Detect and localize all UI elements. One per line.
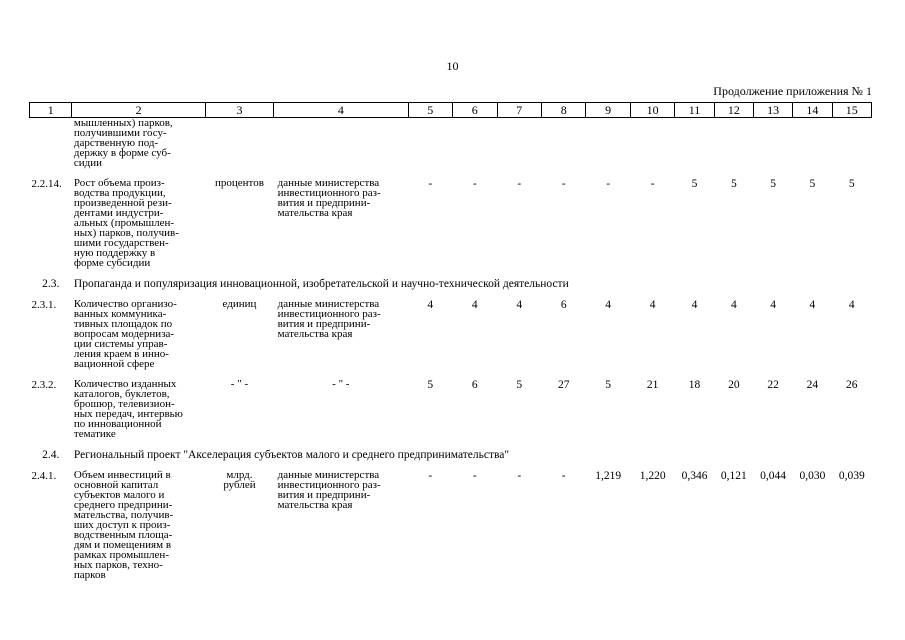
- data-source: [274, 118, 408, 169]
- table-row: [30, 178, 872, 268]
- value-cell: 5: [730, 178, 737, 190]
- value-cell: 6: [560, 299, 567, 311]
- column-header: 9: [586, 103, 630, 118]
- value-cell: -: [606, 178, 611, 190]
- value-cell: 24: [806, 379, 819, 391]
- column-header: 13: [753, 103, 792, 118]
- value-cell: 18: [688, 379, 701, 391]
- indicator-name: Количество изданных каталогов, буклетов, брошюр, телевизион- ных передач, интервью по инновационной тематике: [73, 378, 183, 440]
- row-number: 2.4.1.: [31, 470, 57, 482]
- value-cell: 0,121: [720, 470, 747, 482]
- unit: [205, 118, 273, 169]
- indicator-name: Объем инвестиций в основной капитал субъектов малого и среднего предприни- мательства, получив- ших доступ к произ- водственным площа- дям и помещениям в рамках промышлен- ных парков, техно- парков: [73, 469, 174, 581]
- column-header: 4: [274, 103, 408, 118]
- value-cell: 1,219: [595, 470, 622, 482]
- section-number: 2.3.: [42, 278, 60, 290]
- value-cell: 20: [728, 379, 740, 391]
- column-header: 15: [832, 103, 871, 118]
- value-cell: 4: [605, 299, 612, 311]
- data-source: данные министерства инвестиционного раз- вития и предприни- мательства края: [277, 298, 381, 340]
- section-number: 2.4.: [42, 449, 60, 461]
- column-header: 11: [675, 103, 714, 118]
- column-header: 12: [714, 103, 753, 118]
- value-cell: -: [561, 178, 566, 190]
- value-cell: 4: [848, 299, 855, 311]
- value-cell: -: [650, 178, 655, 190]
- value-cell: 6: [471, 379, 478, 391]
- value-cell: 26: [846, 379, 858, 391]
- column-header: 3: [205, 103, 273, 118]
- value-cell: [541, 118, 585, 169]
- value-cell: 4: [770, 299, 776, 311]
- indicators-table: [29, 102, 872, 580]
- column-header: 1: [30, 103, 72, 118]
- row-number: 2.3.1.: [31, 299, 57, 311]
- value-cell: 4: [691, 299, 698, 311]
- data-source: - " -: [332, 378, 350, 390]
- value-cell: -: [472, 178, 477, 190]
- value-cell: [586, 118, 630, 169]
- row-number: [30, 118, 72, 169]
- value-cell: [714, 118, 753, 169]
- indicator-name: мышленных) парков, получившими госу- дарственную под- держку в форме суб- сидии: [73, 117, 173, 169]
- table-row: [30, 299, 872, 369]
- value-cell: 1,220: [639, 470, 666, 482]
- table-row: [30, 118, 872, 169]
- value-cell: -: [517, 178, 522, 190]
- indicator-name: Рост объема произ- водства продукции, произведенной рези- дентами индустри- альных (промышлен- ных) парков, получив- шими государствен- ную поддержку в форме субсидии: [73, 177, 179, 269]
- table-row: [30, 379, 872, 439]
- value-cell: 27: [557, 379, 570, 391]
- section-row: [30, 278, 872, 289]
- value-cell: 0,346: [681, 470, 708, 482]
- column-header: 14: [793, 103, 832, 118]
- column-number-header-row: [30, 103, 872, 118]
- unit: единиц: [222, 298, 257, 310]
- value-cell: 0,039: [838, 470, 865, 482]
- data-source: данные министерства инвестиционного раз- вития и предприни- мательства края: [277, 177, 381, 219]
- row-number: 2.3.2.: [31, 379, 57, 391]
- value-cell: -: [561, 470, 566, 482]
- value-cell: 5: [605, 379, 612, 391]
- value-cell: 5: [809, 178, 816, 190]
- continuation-label: Продолжение приложения № 1: [713, 84, 872, 98]
- value-cell: 22: [767, 379, 779, 391]
- column-header: 2: [72, 103, 205, 118]
- value-cell: -: [428, 178, 433, 190]
- table-row: [30, 470, 872, 580]
- section-title: Региональный проект "Акселерация субъектов малого и среднего предпринимательства": [73, 449, 510, 461]
- value-cell: 4: [516, 299, 523, 311]
- column-header: 5: [408, 103, 452, 118]
- value-cell: 5: [848, 178, 855, 190]
- value-cell: -: [517, 470, 522, 482]
- value-cell: [497, 118, 541, 169]
- value-cell: 5: [427, 379, 434, 391]
- data-source: данные министерства инвестиционного раз- вития и предприни- мательства края: [277, 469, 381, 511]
- value-cell: 21: [646, 379, 659, 391]
- row-number: 2.2.14.: [31, 178, 62, 190]
- value-cell: [453, 118, 497, 169]
- value-cell: [832, 118, 871, 169]
- value-cell: 5: [770, 178, 776, 190]
- value-cell: 4: [471, 299, 478, 311]
- column-header: 6: [453, 103, 497, 118]
- value-cell: [408, 118, 452, 169]
- column-header: 10: [630, 103, 674, 118]
- column-header: 8: [541, 103, 585, 118]
- column-header: 7: [497, 103, 541, 118]
- value-cell: [675, 118, 714, 169]
- value-cell: -: [472, 470, 477, 482]
- value-cell: [630, 118, 674, 169]
- value-cell: 0,030: [799, 470, 826, 482]
- value-cell: [793, 118, 832, 169]
- section-title: Пропаганда и популяризация инновационной, изобретательской и научно-технической деятельности: [73, 278, 569, 290]
- value-cell: 5: [691, 178, 698, 190]
- value-cell: 4: [730, 299, 737, 311]
- section-row: [30, 449, 872, 460]
- page-number: 10: [446, 59, 459, 73]
- unit: млрд. рублей: [223, 469, 256, 491]
- unit: процентов: [215, 177, 264, 189]
- value-cell: -: [428, 470, 433, 482]
- indicator-name: Количество организо- ванных коммуника- тивных площадок по вопросам модерниза- ции системы управ- ления краем в инно- вационной сфере: [73, 298, 177, 370]
- unit: - " -: [230, 378, 249, 390]
- value-cell: 4: [427, 299, 434, 311]
- value-cell: 4: [809, 299, 816, 311]
- value-cell: 4: [649, 299, 656, 311]
- value-cell: 0,044: [760, 470, 787, 482]
- value-cell: [753, 118, 792, 169]
- value-cell: 5: [516, 379, 523, 391]
